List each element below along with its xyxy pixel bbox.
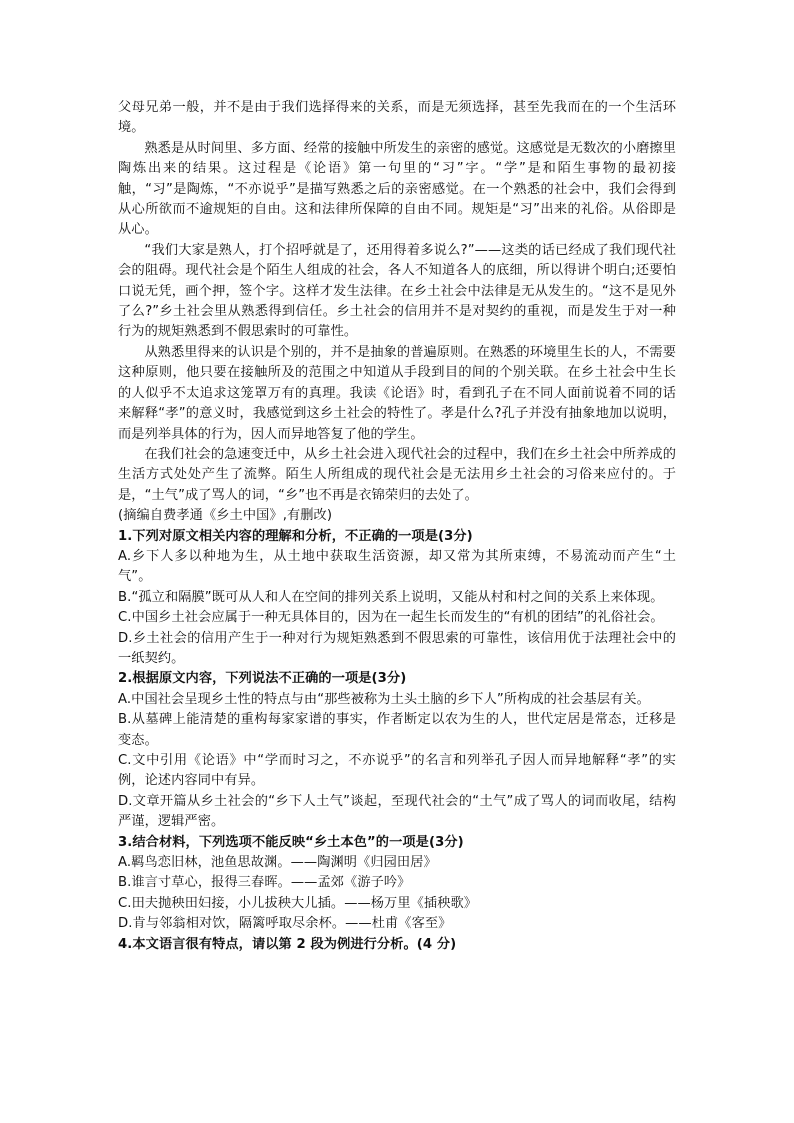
option-a: A.中国社会呈现乡土性的特点与由“那些被称为土头土脑的乡下人”所构成的社会基层有关。 (118, 691, 650, 707)
option-b: B.谁言寸草心，报得三春晖。——孟郊《游子吟》 (118, 875, 411, 891)
question-1 (118, 527, 676, 670)
option-b: B.“孤立和隔膜”既可从人和人在空间的排列关系上说明，又能从村和村之间的关系上来体现。 (118, 589, 664, 605)
option-d: D.乡土社会的信用产生于一种对行为规矩熟悉到不假思索的可靠性，该信用优于法理社会中的一纸契约。 (118, 630, 676, 666)
paragraph-4: 在我们社会的急速变迁中，从乡土社会进入现代社会的过程中，我们在乡土社会中所养成的生活方式处处产生了流弊。陌生人所组成的现代社会是无法用乡土社会的习俗来应付的。于是，“土气”成了骂人的词，“乡”也不再是衣锦荣归的去处了。 (118, 446, 676, 503)
option-d: D.肯与邻翁相对饮，隔篱呼取尽余杯。——杜甫《客至》 (118, 916, 452, 932)
option-b: B.从墓碑上能清楚的重构每家家谱的事实，作者断定以农为生的人，世代定居是常态，迁移是变态。 (118, 712, 676, 748)
question-3 (118, 833, 676, 935)
paragraph-0: 父母兄弟一般，并不是由于我们选择得来的关系，而是无须选择，甚至先我而在的一个生活环境。 (118, 100, 676, 136)
question-stem: 3.结合材料，下列选项不能反映“乡土本色”的一项是(3分) (118, 834, 464, 850)
question-2 (118, 669, 676, 832)
question-4 (118, 935, 676, 955)
paragraph-2: “我们大家是熟人，打个招呼就是了，还用得着多说么?”——这类的话已经成了我们现代社会的阻碍。现代社会是个陌生人组成的社会，各人不知道各人的底细，所以得讲个明白;还要怕口说无凭，画个押，签个字。这样才发生法律。在乡土社会中法律是无从发生的。“这不是见外了么?”乡土社会里从熟悉得到信任。乡土社会的信用并不是对契约的重视，而是发生于对一种行为的规矩熟悉到不假思索时的可靠性。 (118, 242, 676, 340)
question-stem: 4.本文语言很有特点，请以第 2 段为例进行分析。(4 分) (118, 936, 457, 952)
option-a: A.羁鸟恋旧林，池鱼思故渊。——陶渊明《归园田居》 (118, 855, 437, 871)
question-stem: 2.根据原文内容，下列说法不正确的一项是(3分) (118, 671, 407, 687)
option-a: A.乡下人多以种地为生，从土地中获取生活资源，却又常为其所束缚，不易流动而产生“土气”。 (118, 548, 676, 585)
question-stem: 1.下列对原文相关内容的理解和分析，不正确的一项是(3分) (118, 528, 473, 544)
option-d: D.文章开篇从乡土社会的“乡下人土气”谈起，至现代社会的“土气”成了骂人的词而收尾，结构严谨，逻辑严密。 (118, 793, 676, 830)
paragraph-3: 从熟悉里得来的认识是个别的，并不是抽象的普遍原则。在熟悉的环境里生长的人，不需要这种原则，他只要在接触所及的范围之中知道从手段到目的间的个别关联。在乡土社会中生长的人似乎不太追求这笼罩万有的真理。我读《论语》时，看到孔子在不同人面前说着不同的话来解释“孝”的意义时，我感觉到这乡土社会的特性了。孝是什么?孔子并没有抽象地加以说明，而是列举具体的行为，因人而异地答复了他的学生。 (118, 344, 676, 442)
source-note: (摘编自费孝通《乡土中国》,有删改) (118, 508, 333, 524)
option-c: C.田夫抛秧田妇接，小儿拔秧大儿插。——杨万里《插秧歌》 (118, 895, 478, 911)
option-c: C.中国乡土社会应属于一种无具体目的，因为在一起生长而发生的“有机的团结”的礼俗社会。 (118, 610, 664, 626)
document-page (118, 98, 676, 955)
paragraph-1: 熟悉是从时间里、多方面、经常的接触中所发生的亲密的感觉。这感觉是无数次的小磨擦里陶炼出来的结果。这过程是《论语》第一句里的“习”字。“学”是和陌生事物的最初接触，“习”是陶炼，“不亦说乎”是描写熟悉之后的亲密感觉。在一个熟悉的社会中，我们会得到从心所欲而不逾规矩的自由。这和法律所保障的自由不同。规矩是“习”出来的礼俗。从俗即是从心。 (118, 140, 676, 238)
option-c: C.文中引用《论语》中“学而时习之，不亦说乎”的名言和列举孔子因人而异地解释“孝”的实例，论述内容同中有异。 (118, 753, 676, 789)
